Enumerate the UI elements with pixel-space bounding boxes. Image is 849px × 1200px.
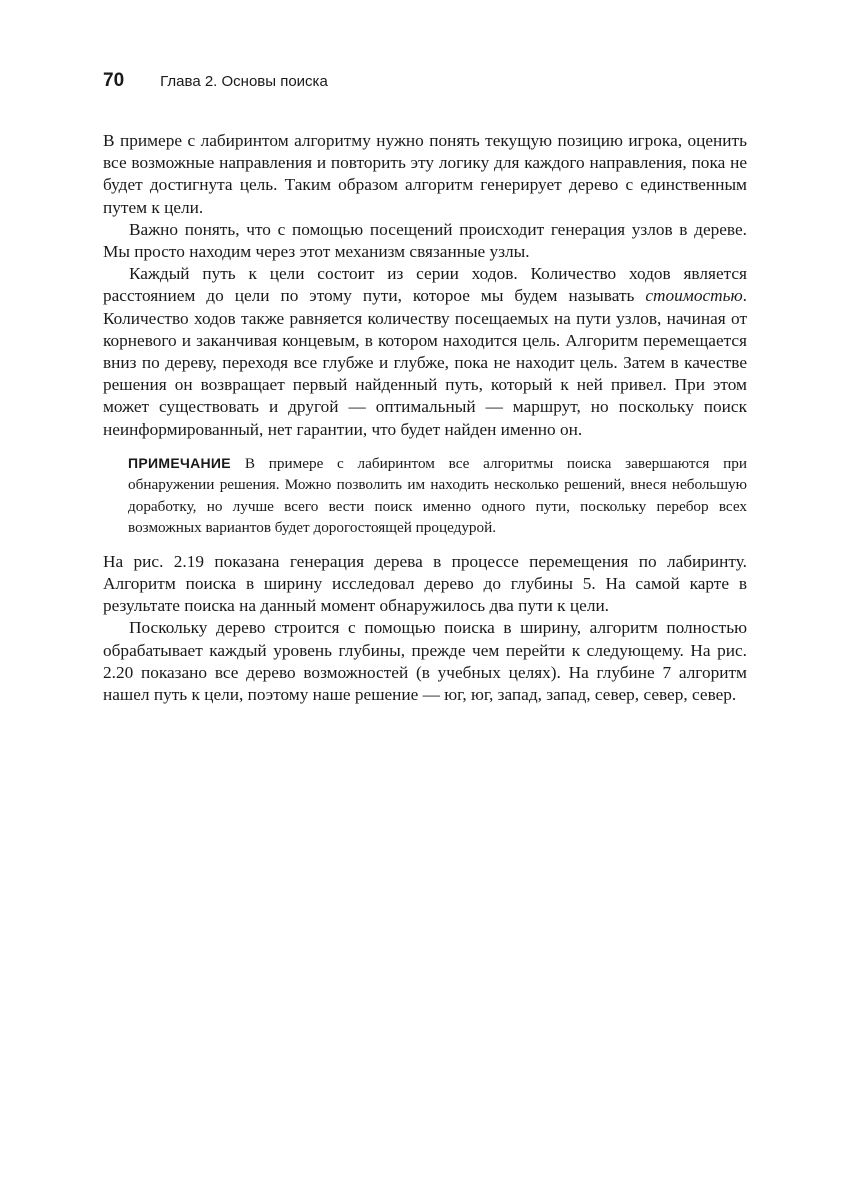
chapter-title: Глава 2. Основы поиска <box>160 73 328 90</box>
paragraph-text: . Количество ходов также равняется количеству посещаемых на пути узлов, начиная от корневого и заканчивая концевым, в котором находится цель. Алгоритм перемещается вниз по дереву, переходя все глубже и глубже, пока не находит цель. Затем в качестве решения он возвращает первый найденный путь, который к ней привел. При этом может существовать и другой — оптимальный — маршрут, но поскольку поиск неинформированный, нет гарантии, что будет найден именно он. <box>103 286 747 439</box>
paragraph: В примере с лабиринтом алгоритму нужно понять текущую позицию игрока, оценить все возможные направления и повторить эту логику для каждого направления, пока не будет достигнута цель. Таким образом алгоритм генерирует дерево с единственным путем к цели. <box>103 131 747 217</box>
paragraph <box>103 263 747 441</box>
note-block <box>128 453 747 539</box>
note-label: ПРИМЕЧАНИЕ <box>128 454 231 471</box>
note-text: В примере с лабиринтом все алгоритмы поиска завершаются при обнаружении решения. Можно позволить им находить несколько решений, внеся небольшую доработку, но лучше всего вести поиск именно одного пути, поскольку перебор всех возможных вариантов будет дорогостоящей процедурой. <box>128 454 747 537</box>
emphasized-term: стоимостью <box>645 286 743 306</box>
paragraph: На рис. 2.19 показана генерация дерева в процессе перемещения по лабиринту. Алгоритм поиска в ширину исследовал дерево до глубины 5. На самой карте в результате поиска на данный момент обнаружилось два пути к цели. <box>103 551 747 616</box>
paragraph: Важно понять, что с помощью посещений происходит генерация узлов в дереве. Мы просто находим через этот механизм связанные узлы. <box>103 219 747 262</box>
page-number: 70 <box>103 70 125 91</box>
main-text <box>103 130 747 706</box>
running-header <box>103 70 328 92</box>
paragraph: Поскольку дерево строится с помощью поиска в ширину, алгоритм полностью обрабатывает каждый уровень глубины, прежде чем перейти к следующему. На рис. 2.20 показано все дерево возможностей (в учебных целях). На глубине 7 алгоритм нашел путь к цели, поэтому наше решение — юг, юг, запад, запад, север, север, север. <box>103 618 747 705</box>
paragraph-text: Каждый путь к цели состоит из серии ходов. Количество ходов является расстоянием до цели по этому пути, которое мы будем называть <box>103 264 747 306</box>
